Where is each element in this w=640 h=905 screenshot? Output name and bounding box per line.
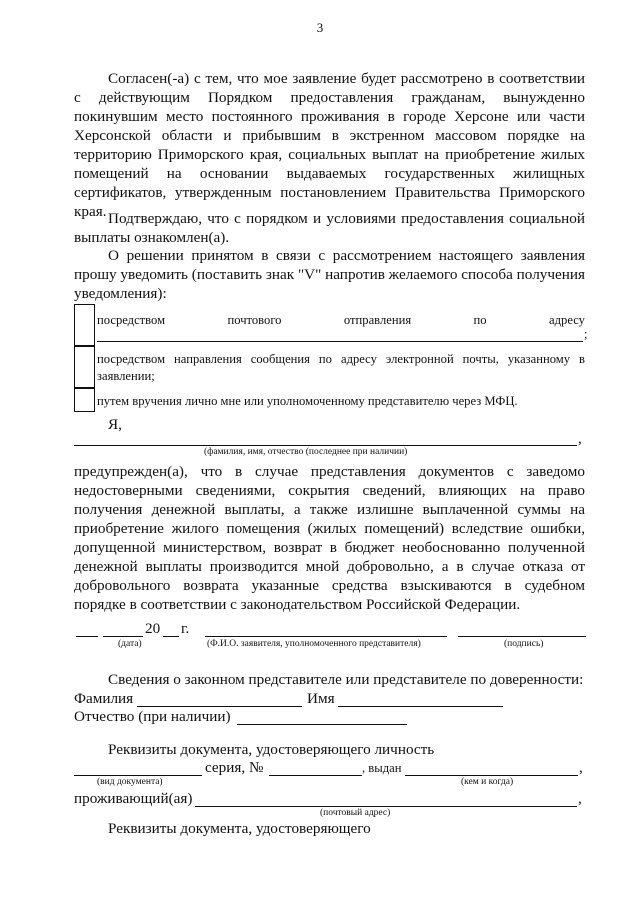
option-postal-w3: отправления [343, 313, 412, 327]
surname-line[interactable] [137, 692, 302, 707]
option-email-checkbox[interactable] [74, 346, 95, 388]
series-label: серия, № [205, 759, 264, 776]
agreement-paragraph: Согласен(-а) с тем, что мое заявление будет рассмотрено в соответствии с действующим Порядком предоставления гражданам, вынужденно покинувшим место постоянного проживания в городе Херсоне или части Херсонской области и прибывшим в экстренном массовом порядке на территорию Приморского края, социальных выплат на приобретение жилых помещений на основании выдаваемых государственных жилищных сертификатов, утвержденным постановлением Правительства Приморского края. [74, 70, 585, 220]
patronymic-label: Отчество (при наличии) [74, 708, 231, 725]
warning-paragraph: предупрежден(а), что в случае представления документов с заведомо недостоверными сведениями, сокрытия сведений, влияющих на право получения денежной выплаты, а также излишне выплаченной суммы на приобретение жилого помещения (жилых помещений) вследствие ошибки, допущенной министерством, возврат в бюджет необоснованно полученной денежной выплаты производится мной добровольно, а в случае отказа от добровольного возврата указанные средства взыскиваются в судебном порядке в соответствии с законодательством Российской Федерации. [74, 463, 585, 613]
id-doc-heading-2: Реквизиты документа, удостоверяющего [108, 820, 371, 837]
option-postal-w5: адресу [549, 313, 585, 327]
option-mfc-label: путем вручения лично мне или уполномоченному представителю через МФЦ. [97, 394, 518, 408]
date-month-line[interactable] [103, 622, 143, 637]
option-postal-end: ; [584, 327, 588, 341]
option-postal-line[interactable] [97, 327, 583, 342]
issued-label: , выдан [362, 761, 402, 775]
series-line[interactable] [269, 761, 362, 776]
notify-intro-paragraph: О решении принятом в связи с рассмотрением настоящего заявления прошу уведомить (поставить знак "V" напротив желаемого способа получения уведомления): [74, 247, 585, 302]
issued-line[interactable] [405, 761, 578, 776]
issued-end: , [579, 759, 583, 776]
page-number: 3 [316, 20, 324, 35]
applicant-fio-line[interactable] [205, 622, 447, 637]
name-line[interactable] [338, 692, 503, 707]
i-label: Я, [108, 416, 122, 433]
patronymic-line[interactable] [237, 710, 407, 725]
address-line[interactable] [195, 792, 577, 807]
address-caption: (почтовый адрес) [320, 808, 391, 818]
option-postal-checkbox[interactable] [74, 304, 95, 346]
date-year-line[interactable] [163, 622, 179, 637]
address-end: , [578, 790, 582, 807]
date-year-suffix: г. [181, 620, 190, 637]
option-postal-w1: посредством [97, 313, 166, 327]
option-email-label: посредством направления сообщения по адресу электронной почты, указанному в заявлении; [97, 352, 585, 383]
fio-line[interactable] [74, 431, 577, 446]
option-mfc-checkbox[interactable] [74, 388, 95, 412]
doc-type-caption: (вид документа) [97, 777, 163, 787]
option-postal-label [97, 313, 585, 328]
name-label: Имя [307, 690, 335, 707]
doc-type-line[interactable] [74, 761, 202, 776]
signature-caption: (подпись) [504, 639, 544, 649]
id-doc-heading: Реквизиты документа, удостоверяющего личность [108, 741, 435, 758]
date-caption: (дата) [118, 639, 142, 649]
fio-caption: (фамилия, имя, отчество (последнее при наличии) [204, 447, 408, 457]
option-postal-w4: по [473, 313, 487, 327]
option-postal-w2: почтового [227, 313, 282, 327]
fio-end: , [578, 430, 582, 447]
confirm-paragraph: Подтверждаю, что с порядком и условиями предоставления социальной выплаты ознакомлен(а). [74, 210, 585, 246]
representative-heading: Сведения о законном представителе или представителе по доверенности: [108, 671, 584, 688]
signature-line[interactable] [458, 622, 586, 637]
applicant-fio-caption: (Ф.И.О. заявителя, уполномоченного представителя) [207, 639, 421, 649]
issued-caption: (кем и когда) [461, 777, 514, 787]
date-year-prefix: 20 [145, 620, 161, 637]
residing-label: проживающий(ая) [74, 790, 193, 807]
date-day-line[interactable] [76, 622, 98, 637]
surname-label: Фамилия [74, 690, 134, 707]
